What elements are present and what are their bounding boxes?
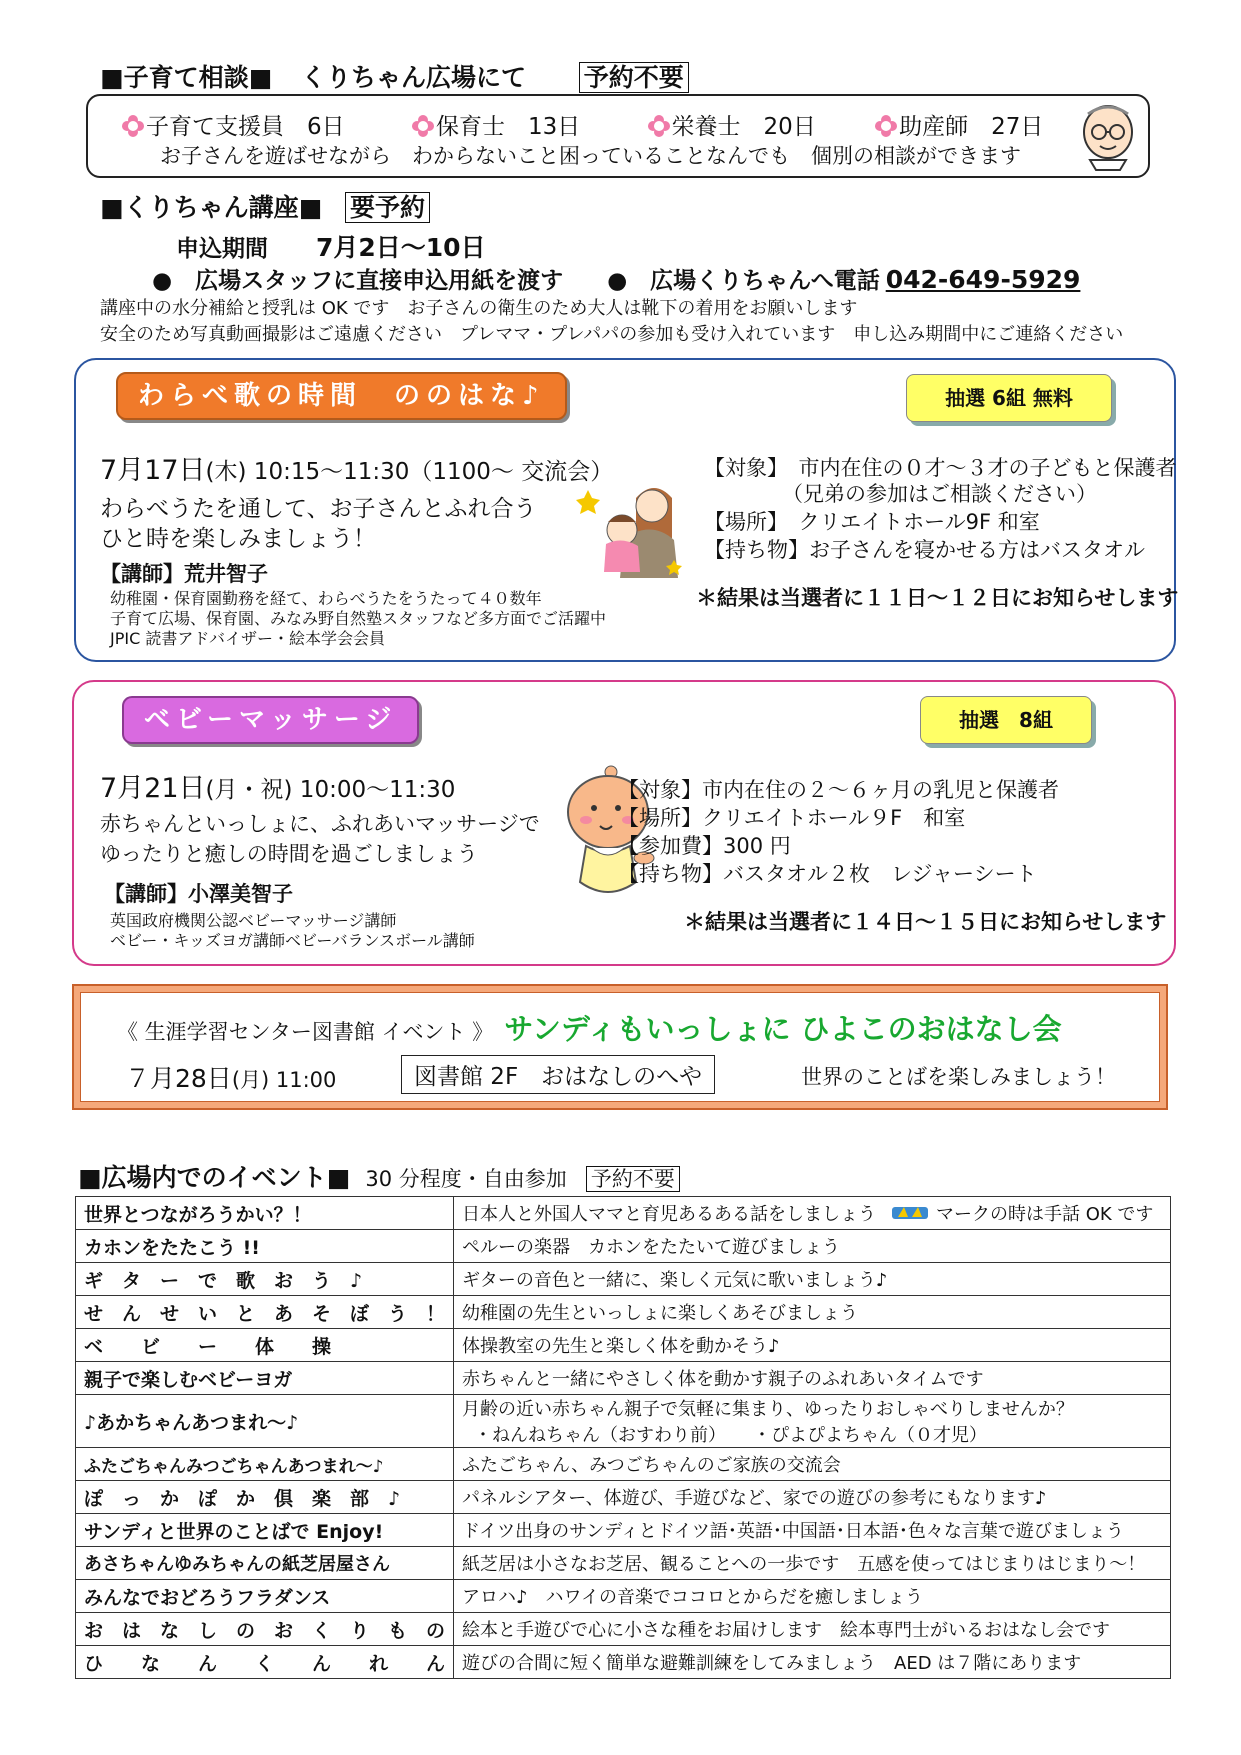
event-desc: 日本人と外国人ママと育児あるある話をしましょう マークの時は手話 OK です bbox=[454, 1197, 1171, 1230]
warabe-event-box bbox=[74, 358, 1179, 662]
warabe-date: 7月17日(木) 10:15〜11:30（1100〜 交流会） bbox=[100, 455, 614, 486]
course-note-1: 講座中の水分補給と授乳は OK です お子さんの衛生のため大人は靴下の着用をお願いします bbox=[100, 298, 858, 319]
event-name: ふたごちゃんみつごちゃんあつまれ〜♪ bbox=[76, 1448, 454, 1481]
event-desc: 体操教室の先生と楽しく体を動かそう♪ bbox=[454, 1329, 1171, 1362]
library-note: 世界のことばを楽しみましょう！ bbox=[801, 1065, 1116, 1089]
mother-hugging-child-illustration bbox=[574, 468, 684, 578]
event-desc: ふたごちゃん、みつごちゃんのご家族の交流会 bbox=[454, 1448, 1171, 1481]
event-desc: 月齢の近い赤ちゃん親子で気軽に集まり、ゆったりおしゃべりしませんか？ ・ねんねちゃん（おすわり前） ・ぴよぴよちゃん（０才児） bbox=[454, 1395, 1171, 1448]
event-desc: アロハ♪ ハワイの音楽でココロとからだを癒しましょう bbox=[454, 1580, 1171, 1613]
warabe-lottery-tag: 抽選 6組 無料 bbox=[906, 374, 1112, 422]
consult-item: 助産師 27日 bbox=[875, 114, 1043, 140]
baby-massage-target: 【対象】市内在住の２〜６ヶ月の乳児と保護者 bbox=[618, 778, 1059, 802]
warabe-target-note: （兄弟の参加はご相談ください） bbox=[782, 482, 1097, 506]
consult-note: お子さんを遊ばせながら わからないこと困っていることなんでも 個別の相談ができます bbox=[160, 144, 1021, 168]
consult-no-reservation-badge: 予約不要 bbox=[579, 62, 689, 93]
table-row bbox=[76, 1448, 1171, 1481]
warabe-bio-3: JPIC 読書アドバイザー・絵本学会会員 bbox=[110, 629, 386, 648]
warabe-bio-1: 幼稚園・保育園勤務を経て、わらべうたをうたって４０数年 bbox=[110, 589, 542, 608]
baby-massage-date: 7月21日(月・祝) 10:00〜11:30 bbox=[100, 773, 456, 804]
baby-massage-desc-2: ゆったりと癒しの時間を過ごしましょう bbox=[100, 842, 478, 866]
table-row bbox=[76, 1263, 1171, 1296]
event-desc: ドイツ出身のサンディとドイツ語･英語･中国語･日本語･色々な言葉で遊びましょう bbox=[454, 1514, 1171, 1547]
flower-icon bbox=[648, 115, 670, 137]
warabe-place: 【場所】 クリエイトホール9F 和室 bbox=[704, 510, 1040, 534]
baby-massage-lecturer: 【講師】小澤美智子 bbox=[104, 882, 293, 906]
table-row bbox=[76, 1230, 1171, 1263]
event-name: 世界とつながろうかい？！ bbox=[76, 1197, 454, 1230]
table-row bbox=[76, 1481, 1171, 1514]
event-name: ひ な ん く ん れ ん bbox=[76, 1646, 454, 1679]
table-row bbox=[76, 1514, 1171, 1547]
baby-massage-title: ベビーマッサージ bbox=[122, 696, 419, 744]
event-name: あさちゃんゆみちゃんの紙芝居屋さん bbox=[76, 1547, 454, 1580]
event-desc: ギターの音色と一緒に、楽しく元気に歌いましょう♪ bbox=[454, 1263, 1171, 1296]
event-desc: 紙芝居は小さなお芝居、観ることへの一歩です 五感を使ってはじまりはじまり〜！ bbox=[454, 1547, 1171, 1580]
baby-massage-place: 【場所】クリエイトホール９F 和室 bbox=[618, 806, 966, 830]
warabe-result-note: ＊結果は当選者に１１日〜１２日にお知らせします bbox=[696, 586, 1179, 610]
sign-language-icon bbox=[890, 1203, 930, 1223]
event-desc: 赤ちゃんと一緒にやさしく体を動かす親子のふれあいタイムです bbox=[454, 1362, 1171, 1395]
consult-item: 子育て支援員 6日 bbox=[122, 114, 345, 140]
table-row bbox=[76, 1580, 1171, 1613]
course-phone-number[interactable]: 042-649-5929 bbox=[885, 265, 1081, 294]
event-name: みんなでおどろうフラダンス bbox=[76, 1580, 454, 1613]
events-no-reservation-badge: 予約不要 bbox=[586, 1166, 680, 1192]
baby-massage-bio-1: 英国政府機関公認ベビーマッサージ講師 bbox=[110, 911, 397, 930]
event-desc: ペルーの楽器 カホンをたたいて遊びましょう bbox=[454, 1230, 1171, 1263]
event-desc: 幼稚園の先生といっしょに楽しくあそびましょう bbox=[454, 1296, 1171, 1329]
warabe-title: わらべ歌の時間 ののはな♪ bbox=[116, 372, 567, 420]
table-row bbox=[76, 1329, 1171, 1362]
consult-item: 栄養士 20日 bbox=[648, 114, 816, 140]
course-apply-methods: ● 広場スタッフに直接申込用紙を渡す ● 広場くりちゃんへ電話 042-649-5929 bbox=[152, 265, 1081, 294]
events-section-title: ■広場内でのイベント■ 30 分程度・自由参加 予約不要 bbox=[78, 1158, 680, 1194]
event-name: ぽ っ か ぽ か 倶 楽 部 ♪ bbox=[76, 1481, 454, 1514]
warabe-desc-2: ひと時を楽しみましょう！ bbox=[100, 526, 376, 552]
consult-item: 保育士 13日 bbox=[412, 114, 580, 140]
event-name: お は な し の お く り も の bbox=[76, 1613, 454, 1646]
flower-icon bbox=[122, 115, 144, 137]
baby-massage-fee: 【参加費】300 円 bbox=[618, 834, 791, 858]
event-desc: 遊びの合間に短く簡単な避難訓練をしてみましょう AED は７階にあります bbox=[454, 1646, 1171, 1679]
table-row bbox=[76, 1547, 1171, 1580]
course-reservation-badge: 要予約 bbox=[345, 192, 430, 223]
events-subtitle: 30 分程度・自由参加 bbox=[365, 1167, 567, 1191]
counselor-face-icon bbox=[1076, 100, 1140, 172]
baby-massage-bring: 【持ち物】バスタオル２枚 レジャーシート bbox=[618, 862, 1037, 886]
warabe-target: 【対象】 市内在住の０才〜３才の子どもと保護者 bbox=[704, 456, 1177, 480]
table-row bbox=[76, 1395, 1171, 1448]
library-date: ７月28日(月) 11:00 bbox=[125, 1064, 337, 1093]
event-name: せ ん せ い と あ そ ぼ う ！ bbox=[76, 1296, 454, 1329]
warabe-lecturer: 【講師】荒井智子 bbox=[100, 562, 268, 586]
baby-massage-lottery-tag: 抽選 8組 bbox=[920, 696, 1092, 744]
table-row bbox=[76, 1362, 1171, 1395]
consult-items bbox=[122, 108, 1043, 141]
table-row bbox=[76, 1296, 1171, 1329]
flower-icon bbox=[412, 115, 434, 137]
event-name: ギ タ ー で 歌 お う ♪ bbox=[76, 1263, 454, 1296]
consult-section-title: ■子育て相談■ くりちゃん広場にて 予約不要 bbox=[100, 58, 689, 94]
event-desc: 絵本と手遊びで心に小さな種をお届けします 絵本専門士がいるおはなし会です bbox=[454, 1613, 1171, 1646]
event-name: カホンをたたこう !! bbox=[76, 1230, 454, 1263]
library-title: サンディもいっしょに ひよこのおはなし会 bbox=[504, 1012, 1062, 1046]
table-row bbox=[76, 1646, 1171, 1679]
warabe-bio-2: 子育て広場、保育園、みなみ野自然塾スタッフなど多方面でご活躍中 bbox=[110, 609, 607, 628]
consult-place: くりちゃん広場にて bbox=[300, 63, 526, 92]
course-note-2: 安全のため写真動画撮影はご遠慮ください プレママ・プレパパの参加も受け入れています 申し込み期間中にご連絡ください bbox=[100, 324, 1124, 345]
baby-massage-result-note: ＊結果は当選者に１４日〜１５日にお知らせします bbox=[684, 910, 1167, 934]
baby-massage-bio-2: ベビー・キッズヨガ講師ベビーバランスボール講師 bbox=[110, 931, 475, 950]
course-period: 申込期間 7月2日〜10日 bbox=[176, 233, 486, 262]
library-title-line: 《 生涯学習センター図書館 イベント 》 サンディもいっしょに ひよこのおはなし会 bbox=[117, 1012, 1062, 1046]
baby-massage-event-box bbox=[72, 680, 1176, 966]
table-row bbox=[76, 1613, 1171, 1646]
event-name: 親子で楽しむベビーヨガ bbox=[76, 1362, 454, 1395]
consult-box bbox=[86, 94, 1150, 178]
event-name: サンディと世界のことばで Enjoy! bbox=[76, 1514, 454, 1547]
event-name: ベ ビ ー 体 操 bbox=[76, 1329, 454, 1362]
warabe-desc-1: わらべうたを通して、お子さんとふれ合う bbox=[100, 496, 537, 522]
library-place: 図書館 2F おはなしのへや bbox=[401, 1055, 715, 1094]
course-section-title: ■くりちゃん講座■ 要予約 bbox=[100, 188, 430, 224]
table-row bbox=[76, 1197, 1171, 1230]
library-event-box bbox=[72, 984, 1168, 1110]
event-name: ♪あかちゃんあつまれ〜♪ bbox=[76, 1395, 454, 1448]
warabe-bring: 【持ち物】お子さんを寝かせる方はバスタオル bbox=[704, 538, 1145, 562]
events-table bbox=[75, 1196, 1171, 1679]
event-desc: パネルシアター、体遊び、手遊びなど、家での遊びの参考にもなります♪ bbox=[454, 1481, 1171, 1514]
flower-icon bbox=[875, 115, 897, 137]
baby-massage-desc-1: 赤ちゃんといっしょに、ふれあいマッサージで bbox=[100, 812, 540, 836]
